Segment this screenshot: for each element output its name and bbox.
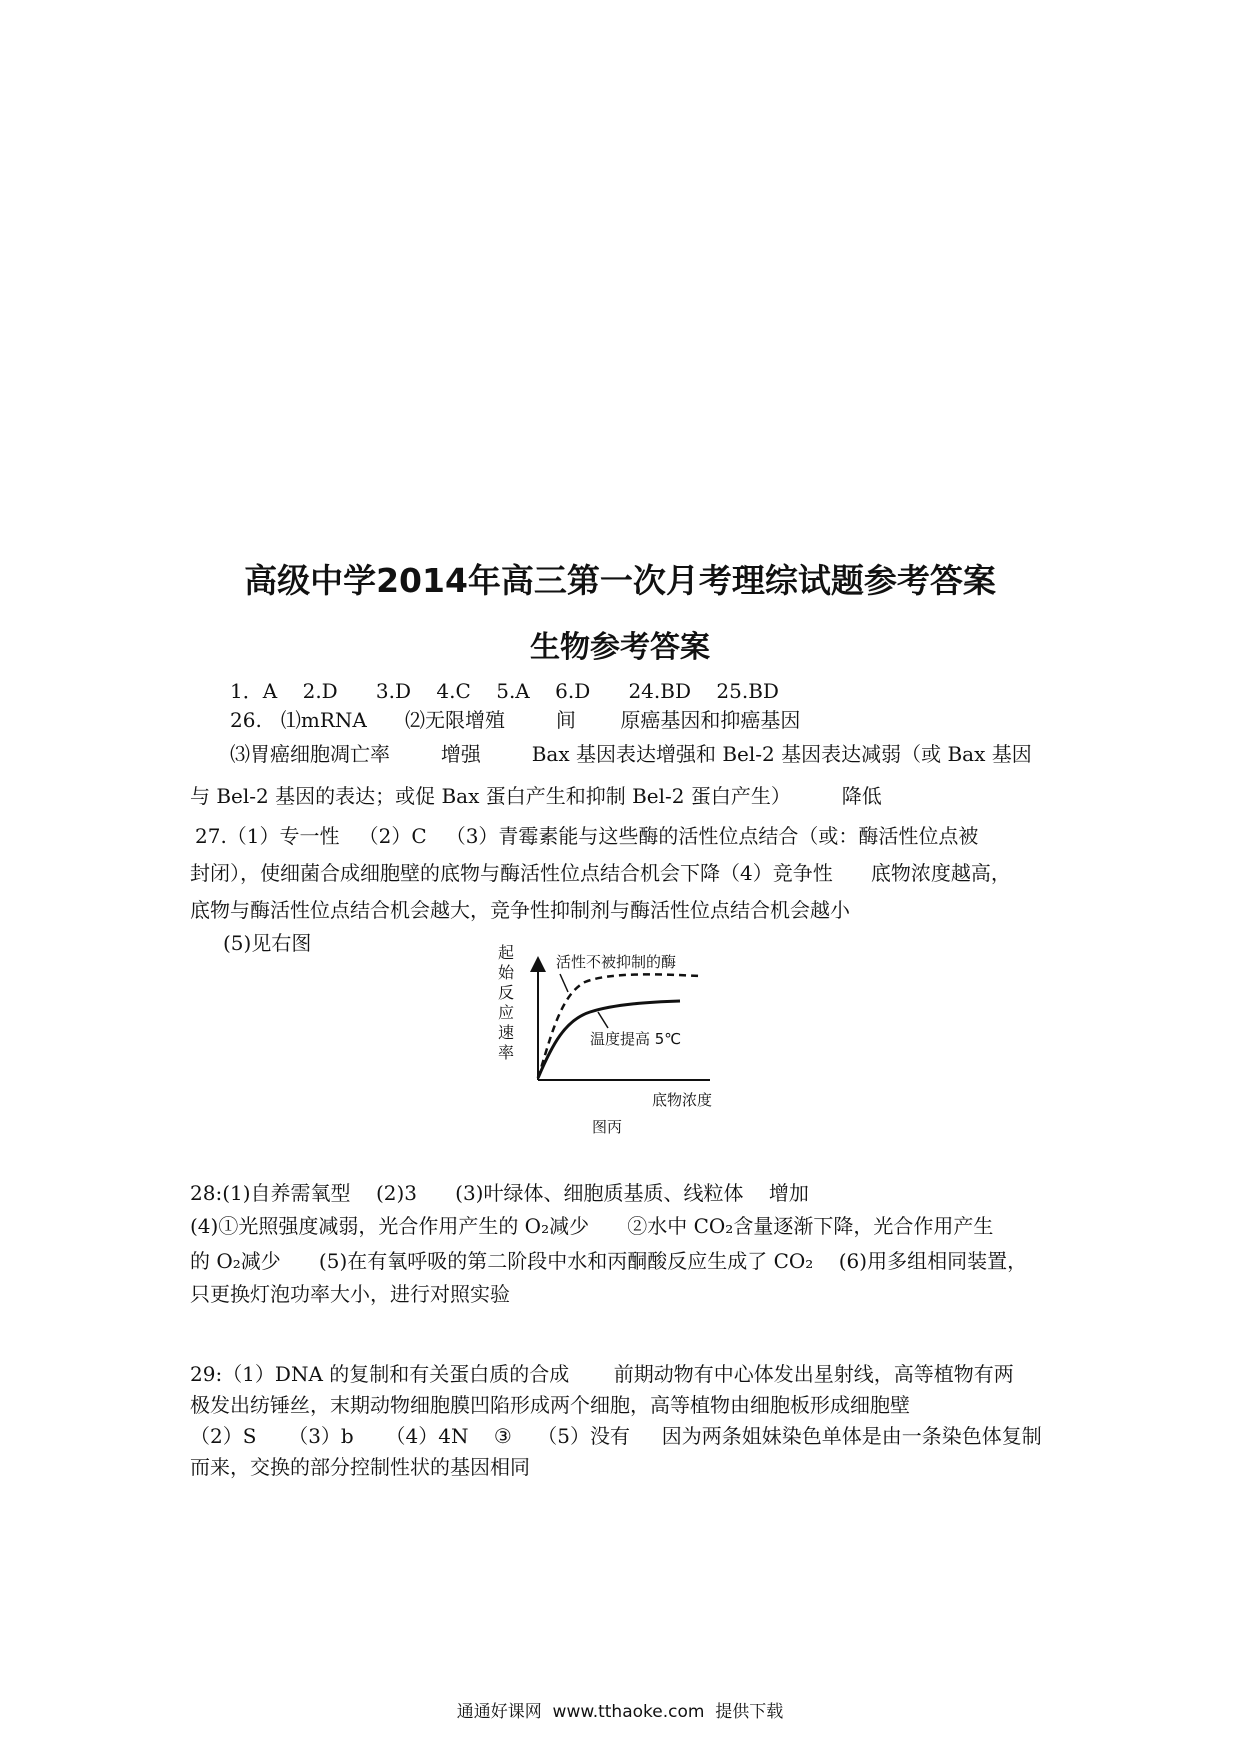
reaction-rate-figure bbox=[490, 940, 760, 1140]
answer-line: 27.（1）专一性 （2）C （3）青霉素能与这些酶的活性位点结合（或：酶活性位点被 bbox=[195, 824, 979, 848]
answer-line: 28:(1)自养需氧型 (2)3 (3)叶绿体、细胞质基质、线粒体 增加 bbox=[190, 1181, 809, 1205]
answer-line: (5)见右图 bbox=[223, 931, 312, 955]
answer-line: 而来，交换的部分控制性状的基因相同 bbox=[190, 1455, 530, 1479]
answer-line: (4)①光照强度减弱，光合作用产生的 O₂减少 ②水中 CO₂含量逐渐下降，光合作用产生 bbox=[190, 1214, 994, 1238]
answer-line: 1．A 2.D 3.D 4.C 5.A 6.D 24.BD 25.BD bbox=[230, 679, 779, 703]
y-axis-char: 起 bbox=[498, 943, 515, 962]
answer-line: ⑶胃癌细胞凋亡率 增强 Bax 基因表达增强和 Bel-2 基因表达减弱（或 Bax 基因 bbox=[230, 742, 1032, 766]
answer-line: 封闭），使细菌合成细胞壁的底物与酶活性位点结合机会下降（4）竞争性 底物浓度越高， bbox=[190, 861, 1011, 885]
solid-label-pointer bbox=[598, 1012, 608, 1028]
y-axis-char: 速 bbox=[498, 1023, 515, 1042]
answer-line: 与 Bel-2 基因的表达；或促 Bax 蛋白产生和抑制 Bel-2 蛋白产生） 降低 bbox=[190, 784, 882, 808]
y-axis-char: 率 bbox=[498, 1043, 515, 1062]
figure-svg bbox=[490, 940, 760, 1140]
solid-curve-label: 温度提高 5℃ bbox=[590, 1030, 682, 1048]
dashed-curve bbox=[538, 974, 700, 1078]
figure-caption: 图丙 bbox=[592, 1118, 623, 1136]
answer-line: 底物与酶活性位点结合机会越大，竞争性抑制剂与酶活性位点结合机会越小 bbox=[190, 898, 850, 922]
y-axis-char: 始 bbox=[498, 963, 515, 982]
answer-line: 的 O₂减少 (5)在有氧呼吸的第二阶段中水和丙酮酸反应生成了 CO₂ (6)用多组相同装置， bbox=[190, 1249, 1028, 1273]
x-axis-label: 底物浓度 bbox=[652, 1091, 713, 1109]
answer-line: （2）S （3）b （4）4N ③ （5）没有 因为两条姐妹染色单体是由一条染色体复制 bbox=[190, 1424, 1042, 1448]
y-axis-char: 反 bbox=[498, 983, 515, 1002]
dashed-label-pointer bbox=[560, 974, 568, 992]
answer-line: 26. ⑴mRNA ⑵无限增殖 间 原癌基因和抑癌基因 bbox=[230, 708, 801, 732]
page-title: 高级中学2014年高三第一次月考理综试题参考答案 bbox=[244, 561, 996, 600]
dashed-curve-label: 活性不被抑制的酶 bbox=[556, 953, 677, 971]
page-footer: 通通好课网 www.tthaoke.com 提供下载 bbox=[456, 1702, 784, 1722]
answer-line: 只更换灯泡功率大小，进行对照实验 bbox=[190, 1282, 510, 1306]
answer-line: 29:（1）DNA 的复制和有关蛋白质的合成 前期动物有中心体发出星射线，高等植物有两 bbox=[190, 1362, 1014, 1386]
answer-line: 极发出纺锤丝，末期动物细胞膜凹陷形成两个细胞，高等植物由细胞板形成细胞壁 bbox=[190, 1393, 910, 1417]
section-title: 生物参考答案 bbox=[530, 630, 710, 665]
y-axis-char: 应 bbox=[498, 1003, 515, 1022]
y-axis-label bbox=[498, 943, 515, 1062]
